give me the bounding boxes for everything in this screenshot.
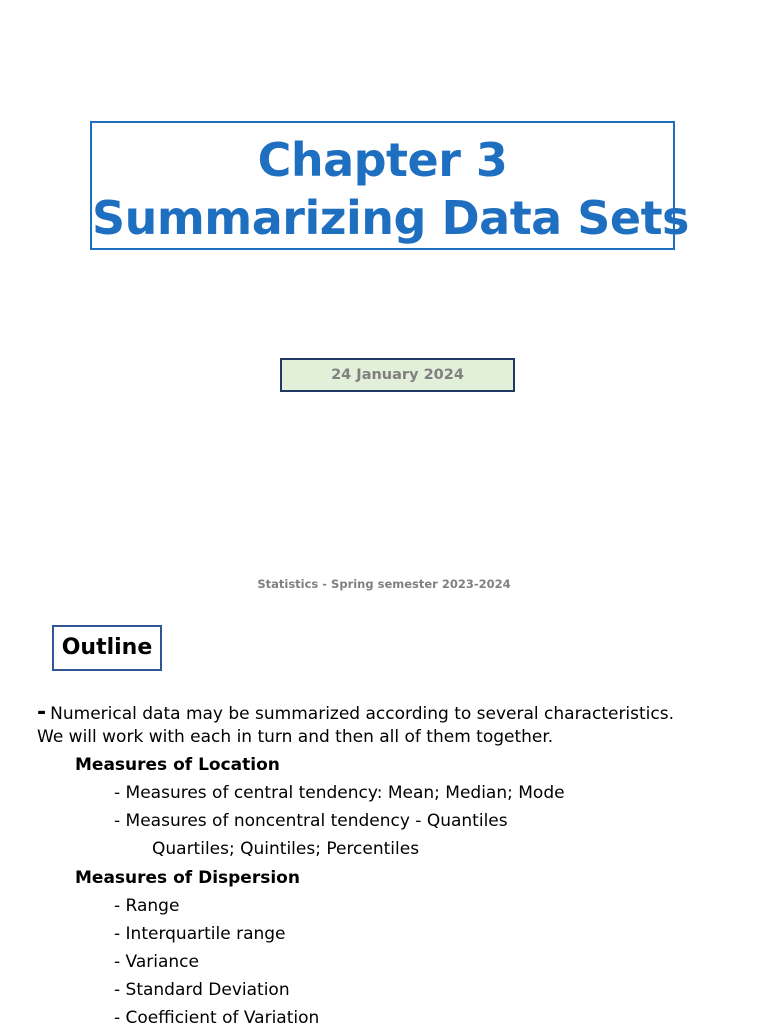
chapter-title: Summarizing Data Sets — [92, 191, 689, 245]
intro-text-2: We will work with each in turn and then all of them together. — [37, 727, 554, 747]
bullet-dash: - — [37, 700, 47, 725]
dispersion-heading: Measures of Dispersion — [75, 868, 300, 888]
location-item: - Measures of noncentral tendency - Quantiles — [114, 811, 508, 831]
location-heading: Measures of Location — [75, 755, 280, 775]
course-footer: Statistics - Spring semester 2023-2024 — [257, 577, 511, 591]
dispersion-item: - Coefficient of Variation — [114, 1008, 320, 1028]
chapter-number: Chapter 3 — [257, 133, 508, 187]
intro-line-1 — [37, 700, 674, 725]
dispersion-item: - Interquartile range — [114, 924, 286, 944]
chapter-title-box — [90, 121, 689, 250]
outline-heading: Outline — [52, 625, 162, 671]
location-subitem: Quartiles; Quintiles; Percentiles — [152, 839, 420, 859]
dispersion-item: - Range — [114, 896, 180, 916]
dispersion-item: - Variance — [114, 952, 199, 972]
date-label: 24 January 2024 — [280, 358, 515, 392]
intro-text-1: Numerical data may be summarized according to several characteristics. — [50, 704, 675, 724]
location-item: - Measures of central tendency: Mean; Median; Mode — [114, 783, 565, 803]
dispersion-item: - Standard Deviation — [114, 980, 290, 1000]
